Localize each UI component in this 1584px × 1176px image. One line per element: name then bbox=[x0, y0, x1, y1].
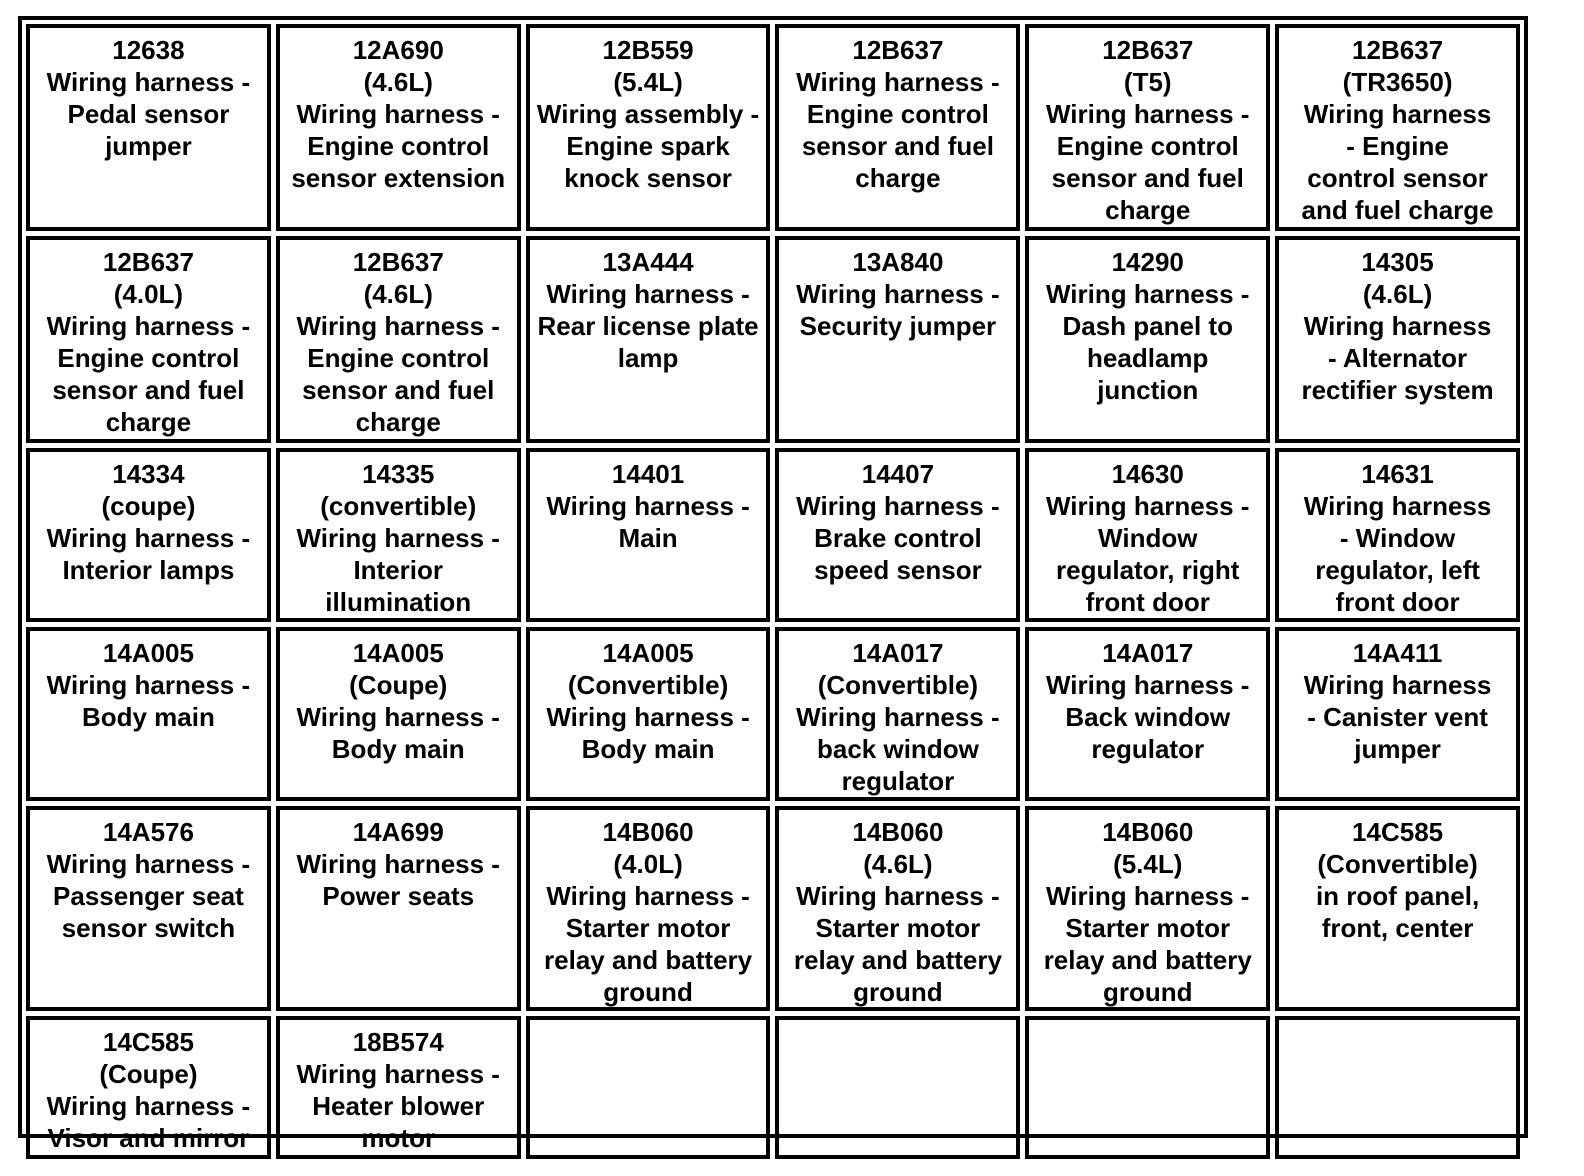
part-description-line: - Canister vent bbox=[1307, 702, 1488, 732]
part-description-line: relay and battery bbox=[544, 945, 753, 975]
part-description-line: (coupe) bbox=[101, 491, 196, 521]
part-number: 14407 bbox=[861, 459, 935, 489]
part-description-line: ground bbox=[603, 977, 693, 1007]
part-description-line: - Window bbox=[1339, 523, 1456, 553]
part-description-line: Wiring harness - bbox=[296, 311, 500, 341]
part-description-line: (5.4L) bbox=[613, 67, 683, 97]
part-description-line: Wiring harness - bbox=[46, 1091, 251, 1121]
part-number: 12B637 bbox=[1102, 35, 1194, 65]
part-number: 14C585 bbox=[102, 1027, 194, 1057]
part-number: 14334 bbox=[112, 459, 185, 489]
part-description-line: knock sensor bbox=[564, 163, 732, 193]
part-description-line: sensor switch bbox=[61, 913, 236, 943]
part-description-line: illumination bbox=[325, 587, 472, 617]
part-description-line: Wiring harness - bbox=[796, 491, 1000, 521]
part-description-line: front door bbox=[1335, 587, 1460, 617]
part-number: 14A411 bbox=[1352, 638, 1443, 668]
part-cell bbox=[526, 448, 771, 622]
part-description-line: (Convertible) bbox=[1317, 849, 1478, 879]
part-number: 12B559 bbox=[602, 35, 694, 65]
empty-cell bbox=[526, 1016, 771, 1159]
part-description-line: (T5) bbox=[1123, 67, 1172, 97]
part-description-line: Wiring harness - bbox=[46, 523, 251, 553]
part-description-line: Wiring harness - bbox=[1046, 881, 1250, 911]
part-number: 14631 bbox=[1361, 459, 1434, 489]
part-cell bbox=[26, 806, 271, 1011]
part-cell bbox=[276, 24, 521, 231]
part-description-line: relay and battery bbox=[793, 945, 1002, 975]
part-description-line: Wiring harness - bbox=[796, 702, 1000, 732]
part-cell bbox=[26, 24, 271, 231]
part-number: 12B637 bbox=[102, 247, 194, 277]
part-description-line: Wiring harness - bbox=[796, 279, 1000, 309]
part-number: 14C585 bbox=[1352, 817, 1444, 847]
part-cell bbox=[26, 236, 271, 443]
part-description-line: Back window bbox=[1065, 702, 1231, 732]
part-description-line: (4.0L) bbox=[613, 849, 683, 879]
part-cell bbox=[775, 806, 1020, 1011]
part-description-line: relay and battery bbox=[1043, 945, 1252, 975]
part-cell bbox=[1025, 24, 1270, 231]
part-number: 14B060 bbox=[1102, 817, 1194, 847]
empty-cell bbox=[775, 1016, 1020, 1159]
part-description-line: (Coupe) bbox=[349, 670, 448, 700]
part-cell bbox=[526, 627, 771, 801]
part-description-line: Wiring harness - bbox=[546, 491, 750, 521]
part-description-line: Wiring harness - bbox=[46, 67, 251, 97]
part-cell bbox=[1275, 24, 1520, 231]
part-description-line: Wiring harness - bbox=[796, 67, 1000, 97]
part-description-line: Engine spark bbox=[566, 131, 730, 161]
part-description-line: ground bbox=[1102, 977, 1193, 1007]
part-description-line: regulator bbox=[1091, 734, 1205, 764]
part-description-line: Wiring assembly - bbox=[536, 99, 760, 129]
part-number: 14335 bbox=[362, 459, 435, 489]
part-cell bbox=[276, 806, 521, 1011]
part-description-line: Wiring harness - bbox=[296, 523, 500, 553]
part-description-line: sensor and fuel bbox=[1051, 163, 1244, 193]
part-description-line: Wiring harness - bbox=[46, 849, 251, 879]
part-description-line: Wiring harness - bbox=[546, 279, 750, 309]
part-description-line: Body main bbox=[81, 702, 215, 732]
part-description-line: Security jumper bbox=[799, 311, 997, 341]
part-cell bbox=[1025, 448, 1270, 622]
part-number: 14A017 bbox=[1102, 638, 1194, 668]
part-cell bbox=[775, 627, 1020, 801]
part-description-line: (4.6L) bbox=[1362, 279, 1433, 309]
part-description-line: (Convertible) bbox=[567, 670, 729, 700]
part-description-line: Wiring harness bbox=[1303, 670, 1492, 700]
part-description-line: Heater blower bbox=[312, 1091, 485, 1121]
part-number: 13A444 bbox=[602, 247, 694, 277]
part-number: 12B637 bbox=[852, 35, 944, 65]
part-cell bbox=[26, 627, 271, 801]
part-description-line: Starter motor bbox=[815, 913, 981, 943]
part-cell bbox=[775, 24, 1020, 231]
part-description-line: sensor and fuel bbox=[801, 131, 994, 161]
part-description-line: sensor and fuel bbox=[302, 375, 495, 405]
part-description-line: Wiring harness - bbox=[1046, 99, 1250, 129]
part-cell bbox=[276, 1016, 521, 1159]
part-description-line: front door bbox=[1085, 587, 1210, 617]
part-description-line: (Convertible) bbox=[817, 670, 979, 700]
part-description-line: rectifier system bbox=[1301, 375, 1494, 405]
part-description-line: Wiring harness bbox=[1303, 311, 1492, 341]
part-description-line: Body main bbox=[581, 734, 715, 764]
part-description-line: Body main bbox=[331, 734, 465, 764]
part-description-line: (TR3650) bbox=[1342, 67, 1453, 97]
part-number: 12B637 bbox=[352, 247, 444, 277]
part-number: 14A699 bbox=[352, 817, 444, 847]
part-description-line: jumper bbox=[1354, 734, 1441, 764]
part-description-line: Visor and mirror bbox=[47, 1123, 250, 1153]
part-number: 14A017 bbox=[852, 638, 944, 668]
part-number: 14B060 bbox=[852, 817, 944, 847]
part-description-line: (4.6L) bbox=[363, 67, 433, 97]
part-number: 14630 bbox=[1111, 459, 1184, 489]
part-description-line: headlamp bbox=[1087, 343, 1209, 373]
part-description-line: (5.4L) bbox=[1113, 849, 1183, 879]
part-description-line: Wiring harness - bbox=[296, 99, 500, 129]
part-cell bbox=[276, 236, 521, 443]
part-description-line: Wiring harness bbox=[1303, 491, 1492, 521]
part-number: 12B637 bbox=[1352, 35, 1444, 65]
part-description-line: (4.0L) bbox=[113, 279, 184, 309]
part-description-line: in roof panel, bbox=[1315, 881, 1480, 911]
part-description-line: regulator, left bbox=[1315, 555, 1480, 585]
part-description-line: Engine control bbox=[806, 99, 989, 129]
part-number: 14B060 bbox=[602, 817, 694, 847]
part-description-line: (Coupe) bbox=[99, 1059, 198, 1089]
part-cell bbox=[26, 1016, 271, 1159]
part-description-line: charge bbox=[105, 407, 192, 437]
part-description-line: Starter motor bbox=[565, 913, 731, 943]
part-description-line: Dash panel to bbox=[1062, 311, 1233, 341]
part-description-line: Engine control bbox=[307, 131, 490, 161]
part-description-line: sensor and fuel bbox=[52, 375, 245, 405]
part-number: 14401 bbox=[611, 459, 685, 489]
part-description-line: Main bbox=[618, 523, 678, 553]
part-description-line: and fuel charge bbox=[1301, 195, 1494, 225]
part-number: 14290 bbox=[1111, 247, 1184, 277]
part-number: 14A576 bbox=[102, 817, 194, 847]
part-number: 14A005 bbox=[602, 638, 694, 668]
part-number: 14305 bbox=[1361, 247, 1434, 277]
part-description-line: (4.6L) bbox=[363, 279, 433, 309]
part-description-line: Passenger seat bbox=[53, 881, 244, 911]
part-description-line: Power seats bbox=[322, 881, 475, 911]
part-cell bbox=[775, 448, 1020, 622]
empty-cell bbox=[1025, 1016, 1270, 1159]
part-description-line: regulator, right bbox=[1056, 555, 1240, 585]
part-description-line: Wiring harness - bbox=[46, 311, 251, 341]
part-description-line: Brake control bbox=[814, 523, 982, 553]
part-cell bbox=[1275, 806, 1520, 1011]
part-cell bbox=[526, 24, 771, 231]
parts-table bbox=[18, 16, 1528, 1153]
part-description-line: (convertible) bbox=[320, 491, 477, 521]
part-description-line: Interior lamps bbox=[62, 555, 235, 585]
part-description-line: Wiring harness - bbox=[296, 1059, 500, 1089]
part-description-line: - Engine bbox=[1346, 131, 1449, 161]
part-description-line: ground bbox=[853, 977, 943, 1007]
part-cell bbox=[1025, 806, 1270, 1011]
part-description-line: regulator bbox=[841, 766, 955, 796]
part-cell bbox=[26, 448, 271, 622]
part-cell bbox=[775, 236, 1020, 443]
part-description-line: charge bbox=[1105, 195, 1191, 225]
part-description-line: sensor extension bbox=[291, 163, 506, 193]
part-description-line: Rear license plate bbox=[537, 311, 759, 341]
part-number: 14A005 bbox=[352, 638, 444, 668]
part-description-line: Wiring harness - bbox=[1046, 279, 1250, 309]
part-description-line: Engine control bbox=[1056, 131, 1239, 161]
part-cell bbox=[1025, 627, 1270, 801]
part-description-line: Starter motor bbox=[1065, 913, 1231, 943]
part-description-line: Wiring harness bbox=[1303, 99, 1492, 129]
part-cell bbox=[1275, 448, 1520, 622]
part-description-line: Wiring harness - bbox=[46, 670, 251, 700]
part-cell bbox=[276, 627, 521, 801]
part-number: 14A005 bbox=[102, 638, 194, 668]
part-description-line: (4.6L) bbox=[863, 849, 933, 879]
part-description-line: charge bbox=[855, 163, 941, 193]
part-description-line: Pedal sensor bbox=[67, 99, 230, 129]
part-cell bbox=[526, 806, 771, 1011]
part-description-line: Wiring harness - bbox=[296, 849, 500, 879]
part-description-line: speed sensor bbox=[814, 555, 982, 585]
part-description-line: Engine control bbox=[307, 343, 490, 373]
part-cell bbox=[1025, 236, 1270, 443]
empty-cell bbox=[1275, 1016, 1520, 1159]
part-description-line: Wiring harness - bbox=[1046, 491, 1250, 521]
part-description-line: motor bbox=[361, 1123, 436, 1153]
part-description-line: jumper bbox=[105, 131, 192, 161]
parts-grid bbox=[26, 24, 1520, 1153]
part-description-line: Wiring harness - bbox=[546, 881, 750, 911]
part-cell bbox=[1275, 236, 1520, 443]
part-description-line: Window bbox=[1098, 523, 1198, 553]
part-cell bbox=[526, 236, 771, 443]
part-description-line: control sensor bbox=[1307, 163, 1488, 193]
part-description-line: Wiring harness - bbox=[796, 881, 1000, 911]
part-number: 12A690 bbox=[352, 35, 444, 65]
part-description-line: charge bbox=[355, 407, 441, 437]
part-description-line: Interior bbox=[353, 555, 444, 585]
part-description-line: Wiring harness - bbox=[1046, 670, 1250, 700]
part-cell bbox=[1275, 627, 1520, 801]
part-description-line: Engine control bbox=[57, 343, 240, 373]
part-description-line: front, center bbox=[1321, 913, 1474, 943]
part-description-line: - Alternator bbox=[1327, 343, 1468, 373]
part-number: 13A840 bbox=[852, 247, 944, 277]
part-description-line: junction bbox=[1097, 375, 1199, 405]
part-number: 12638 bbox=[112, 35, 185, 65]
part-description-line: Wiring harness - bbox=[296, 702, 500, 732]
part-description-line: back window bbox=[817, 734, 979, 764]
part-description-line: Wiring harness - bbox=[546, 702, 750, 732]
part-cell bbox=[276, 448, 521, 622]
part-description-line: lamp bbox=[617, 343, 679, 373]
part-number: 18B574 bbox=[352, 1027, 444, 1057]
